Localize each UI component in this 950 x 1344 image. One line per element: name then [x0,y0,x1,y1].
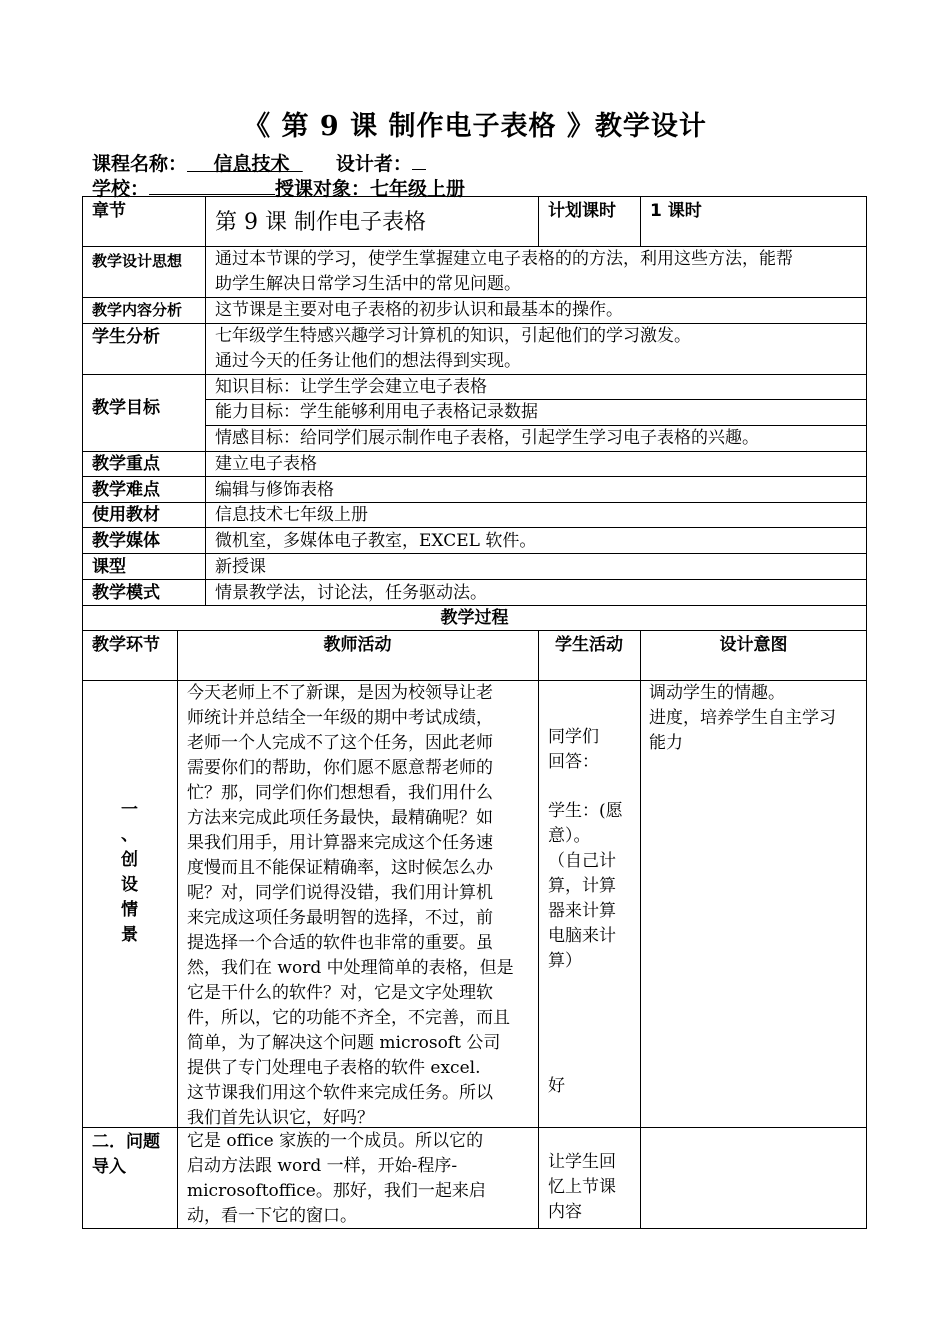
stage1-student-answer: 同学们 回答： [548,727,599,772]
mode-label: 教学模式 [92,583,160,603]
col-student-header: 学生活动 [555,635,623,655]
goal-emotion: 情感目标：给同学们展示制作电子表格，引起学生学习电子表格的兴趣。 [215,428,759,448]
student-label: 学生分析 [92,327,160,347]
goal-ability: 能力目标：学生能够利用电子表格记录数据 [215,402,538,422]
material-value: 信息技术七年级上册 [215,505,368,525]
course-label: 课程名称： [92,153,188,175]
student-line-2: 通过今天的任务让他们的想法得到实现。 [215,351,521,371]
col-teacher-header: 教师活动 [323,635,392,655]
process-title: 教学过程 [440,608,509,628]
design-line-1: 通过本节课的学习，使学生掌握建立电子表格的的方法，利用这些方法，能帮 [215,249,793,269]
stage2-teacher-activity: 它是 office 家族的一个成员。所以它的 启动方法跟 word 一样，开始-程序- microsoftoffice。那好，我们一起来启 动，看一下它的窗口。 [187,1131,486,1226]
stage1-intent: 调动学生的情趣。 进度，培养学生自主学习 能力 [649,683,836,753]
mode-value: 情景教学法，讨论法，任务驱动法。 [215,583,487,603]
difficulty-value: 编辑与修饰表格 [215,480,334,500]
stage2-student-activity: 让学生回 忆上节课 内容 [548,1152,616,1222]
key-label: 教学重点 [92,454,160,474]
content-value: 这节课是主要对电子表格的初步认识和最基本的操作。 [215,300,623,320]
hours-value: 1 课时 [650,201,702,221]
media-label: 教学媒体 [92,531,160,551]
stage1-student-response: 学生：(愿 意）。 （自己计 算，计算 器来计算 电脑来计 算） [548,801,623,971]
chapter-label: 章节 [92,201,126,221]
type-label: 课型 [92,557,126,577]
stage1-label: 一 、 创 设 情 景 [121,800,138,945]
course-meta-line [92,149,426,176]
stage1-student-ok: 好 [548,1076,565,1096]
chapter-value: 第 9 课 制作电子表格 [215,210,426,235]
stage2-label: 二．问题 导入 [92,1132,160,1177]
target-label: 授课对象： [275,178,371,200]
col-stage-header: 教学环节 [92,635,160,655]
key-value: 建立电子表格 [215,454,317,474]
material-label: 使用教材 [92,505,160,525]
hours-label: 计划课时 [548,201,616,221]
goal-label: 教学目标 [92,398,160,418]
student-line-1: 七年级学生特感兴趣学习计算机的知识，引起他们的学习激发。 [215,326,691,346]
design-label: 教学设计思想 [92,252,183,270]
page-title: 《 第 9 课 制作电子表格 》教学设计 [243,111,707,142]
target-value: 七年级上册 [370,178,466,200]
goal-knowledge: 知识目标：让学生学会建立电子表格 [215,377,487,397]
type-value: 新授课 [215,557,266,577]
col-intent-header: 设计意图 [719,635,788,655]
media-value: 微机室，多媒体电子教室，EXCEL 软件。 [215,531,537,551]
difficulty-label: 教学难点 [92,480,160,500]
course-value: 信息技术 [213,153,290,175]
stage1-teacher-activity: 今天老师上不了新课，是因为校领导让老 师统计并总结全一年级的期中考试成绩， 老师一个人完成不了这个任务，因此老师 需要你们的帮助，你们愿不愿意帮老师的 忙？那，同学们你们想想看，我们用什么 方法来完成此项任务最快，最精确呢？如 果我们用手，用计算器来完成这个任务速 度慢而且不能保证精确率，这时候怎么办 呢？对，同学们说得没错，我们用计算机 来完成这项任务最明智的选择，不过，前 提选择一个合适的软件也非常的重要。虽 然，我们在 word 中处理简单的表格，但是 它是干什么的软件？对，它是文字处理软 件，所以，它的功能不齐全，不完善，而且 简单，为了解决这个问题 microsoft 公司 提供了专门处理电子表格的软件 excel. 这节课我们用这个软件来完成任务。所以 我们首先认识它，好吗？ [187,683,514,1128]
design-line-2: 助学生解决日常学习生活中的常见问题。 [215,274,521,294]
content-label: 教学内容分析 [92,301,183,319]
designer-blank [412,151,426,170]
school-label: 学校： [92,178,150,200]
designer-label: 设计者： [335,153,412,175]
school-blank [149,176,275,195]
